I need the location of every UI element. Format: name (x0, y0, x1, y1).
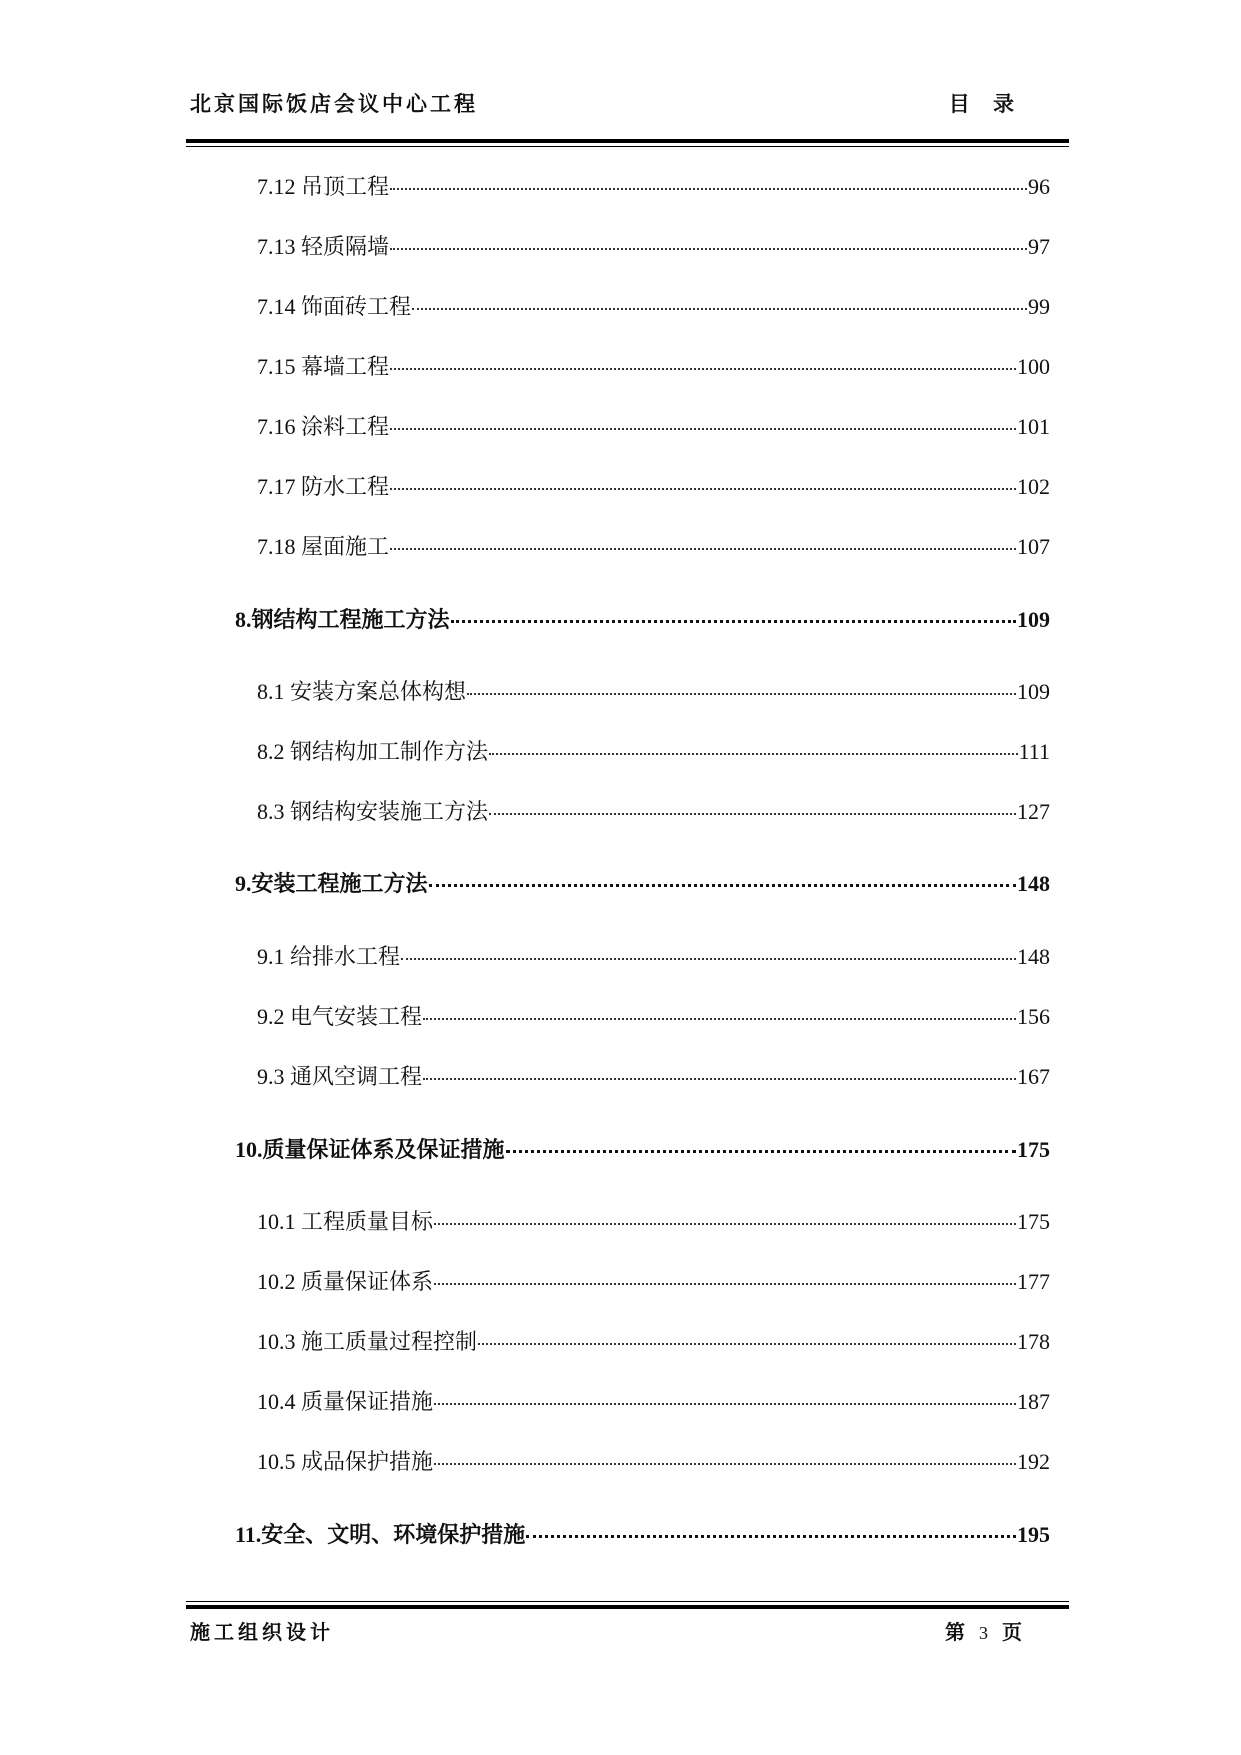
toc-dot-leader (489, 813, 1016, 815)
toc-chapter-entry[interactable] (235, 1133, 1050, 1164)
toc-entry-page: 175 (1017, 1209, 1050, 1234)
toc-entry-label: 10.3 施工质量过程控制 (257, 1329, 478, 1354)
toc-section-entry[interactable] (257, 350, 1050, 381)
header-rule-thick (186, 139, 1069, 143)
toc-section-entry[interactable] (257, 940, 1050, 971)
toc-entry-page: 195 (1017, 1522, 1050, 1547)
toc-dot-leader (429, 884, 1016, 887)
toc-entry-label: 9.安装工程施工方法 (235, 871, 428, 896)
toc-entry-label: 8.钢结构工程施工方法 (235, 607, 450, 632)
toc-chapter-entry[interactable] (235, 867, 1050, 898)
toc-section-entry[interactable] (257, 735, 1050, 766)
toc-entry-page: 148 (1017, 944, 1050, 969)
toc-entry-label: 8.3 钢结构安装施工方法 (257, 799, 489, 824)
toc-dot-leader (489, 753, 1018, 755)
page-prefix: 第 (945, 1620, 965, 1644)
page-suffix: 页 (1002, 1620, 1022, 1644)
toc-entry-page: 177 (1017, 1269, 1050, 1294)
toc-entry-page: 101 (1017, 414, 1050, 439)
toc-entry-label: 7.12 吊顶工程 (257, 174, 390, 199)
toc-entry-label: 10.1 工程质量目标 (257, 1209, 434, 1234)
toc-entry-page: 102 (1017, 474, 1050, 499)
toc-entry-page: 167 (1017, 1064, 1050, 1089)
toc-section-entry[interactable] (257, 1325, 1050, 1356)
page-indicator (945, 1616, 1022, 1645)
toc-entry-page: 107 (1017, 534, 1050, 559)
toc-dot-leader (451, 620, 1016, 623)
toc-section-entry[interactable] (257, 1060, 1050, 1091)
toc-entry-label: 8.1 安装方案总体构想 (257, 679, 467, 704)
toc-entry-page: 100 (1017, 354, 1050, 379)
toc-dot-leader (423, 1078, 1016, 1080)
toc-dot-leader (506, 1150, 1016, 1153)
toc-section-entry[interactable] (257, 1445, 1050, 1476)
toc-dot-leader (434, 1463, 1016, 1465)
toc-section-entry[interactable] (257, 530, 1050, 561)
toc-dot-leader (390, 488, 1016, 490)
toc-chapter-entry[interactable] (235, 603, 1050, 634)
toc-entry-label: 7.14 饰面砖工程 (257, 294, 412, 319)
toc-entry-page: 178 (1017, 1329, 1050, 1354)
project-title: 北京国际饭店会议中心工程 (190, 92, 478, 116)
page-header (190, 88, 1050, 122)
toc-entry-label: 7.16 涂料工程 (257, 414, 390, 439)
toc-section-entry[interactable] (257, 290, 1050, 321)
toc-entry-label: 10.质量保证体系及保证措施 (235, 1137, 505, 1162)
toc-entry-page: 99 (1028, 294, 1050, 319)
toc-entry-label: 10.5 成品保护措施 (257, 1449, 434, 1474)
header-rule-thin (186, 146, 1069, 147)
toc-dot-leader (478, 1343, 1016, 1345)
toc-section-entry[interactable] (257, 230, 1050, 261)
toc-entry-label: 7.17 防水工程 (257, 474, 390, 499)
toc-dot-leader (390, 248, 1027, 250)
toc-dot-leader (390, 188, 1027, 190)
toc-dot-leader (390, 548, 1016, 550)
toc-entry-page: 97 (1028, 234, 1050, 259)
toc-dot-leader (412, 308, 1027, 310)
toc-entry-label: 8.2 钢结构加工制作方法 (257, 739, 489, 764)
toc-entry-page: 109 (1017, 607, 1050, 632)
toc-dot-leader (434, 1403, 1016, 1405)
toc-section-entry[interactable] (257, 1265, 1050, 1296)
toc-dot-leader (526, 1535, 1016, 1538)
toc-dot-leader (423, 1018, 1016, 1020)
toc-entry-label: 9.2 电气安装工程 (257, 1004, 423, 1029)
toc-dot-leader (390, 428, 1016, 430)
toc-entry-page: 187 (1017, 1389, 1050, 1414)
toc-entry-label: 9.3 通风空调工程 (257, 1064, 423, 1089)
toc-section-entry[interactable] (257, 470, 1050, 501)
toc-entry-label: 10.2 质量保证体系 (257, 1269, 434, 1294)
toc-entry-label: 11.安全、文明、环境保护措施 (235, 1522, 526, 1547)
footer-rule-thick (186, 1605, 1069, 1609)
toc-section-entry[interactable] (257, 410, 1050, 441)
toc-section-entry[interactable] (257, 1000, 1050, 1031)
toc-section-entry[interactable] (257, 170, 1050, 201)
page-footer (190, 1616, 1050, 1648)
toc-entry-page: 111 (1018, 739, 1050, 764)
document-name: 施工组织设计 (190, 1620, 334, 1644)
toc-entry-page: 127 (1017, 799, 1050, 824)
toc-entry-page: 156 (1017, 1004, 1050, 1029)
toc-entry-label: 10.4 质量保证措施 (257, 1389, 434, 1414)
toc-dot-leader (467, 693, 1016, 695)
toc-entry-page: 96 (1028, 174, 1050, 199)
toc-entry-label: 7.13 轻质隔墙 (257, 234, 390, 259)
toc-dot-leader (390, 368, 1016, 370)
toc-dot-leader (401, 958, 1016, 960)
toc-section-entry[interactable] (257, 1205, 1050, 1236)
toc-section-entry[interactable] (257, 795, 1050, 826)
footer-rule-thin (186, 1601, 1069, 1602)
toc-section-entry[interactable] (257, 1385, 1050, 1416)
toc-entry-label: 7.18 屋面施工 (257, 534, 390, 559)
toc-chapter-entry[interactable] (235, 1518, 1050, 1549)
toc-entry-page: 148 (1017, 871, 1050, 896)
toc-dot-leader (434, 1223, 1016, 1225)
toc-entry-page: 109 (1017, 679, 1050, 704)
toc-dot-leader (434, 1283, 1016, 1285)
toc-entry-label: 7.15 幕墙工程 (257, 354, 390, 379)
page-number: 3 (979, 1623, 988, 1643)
toc-entry-page: 175 (1017, 1137, 1050, 1162)
toc-section-entry[interactable] (257, 675, 1050, 706)
toc-entry-label: 9.1 给排水工程 (257, 944, 401, 969)
toc-entry-page: 192 (1017, 1449, 1050, 1474)
section-title: 目 录 (948, 92, 1022, 116)
